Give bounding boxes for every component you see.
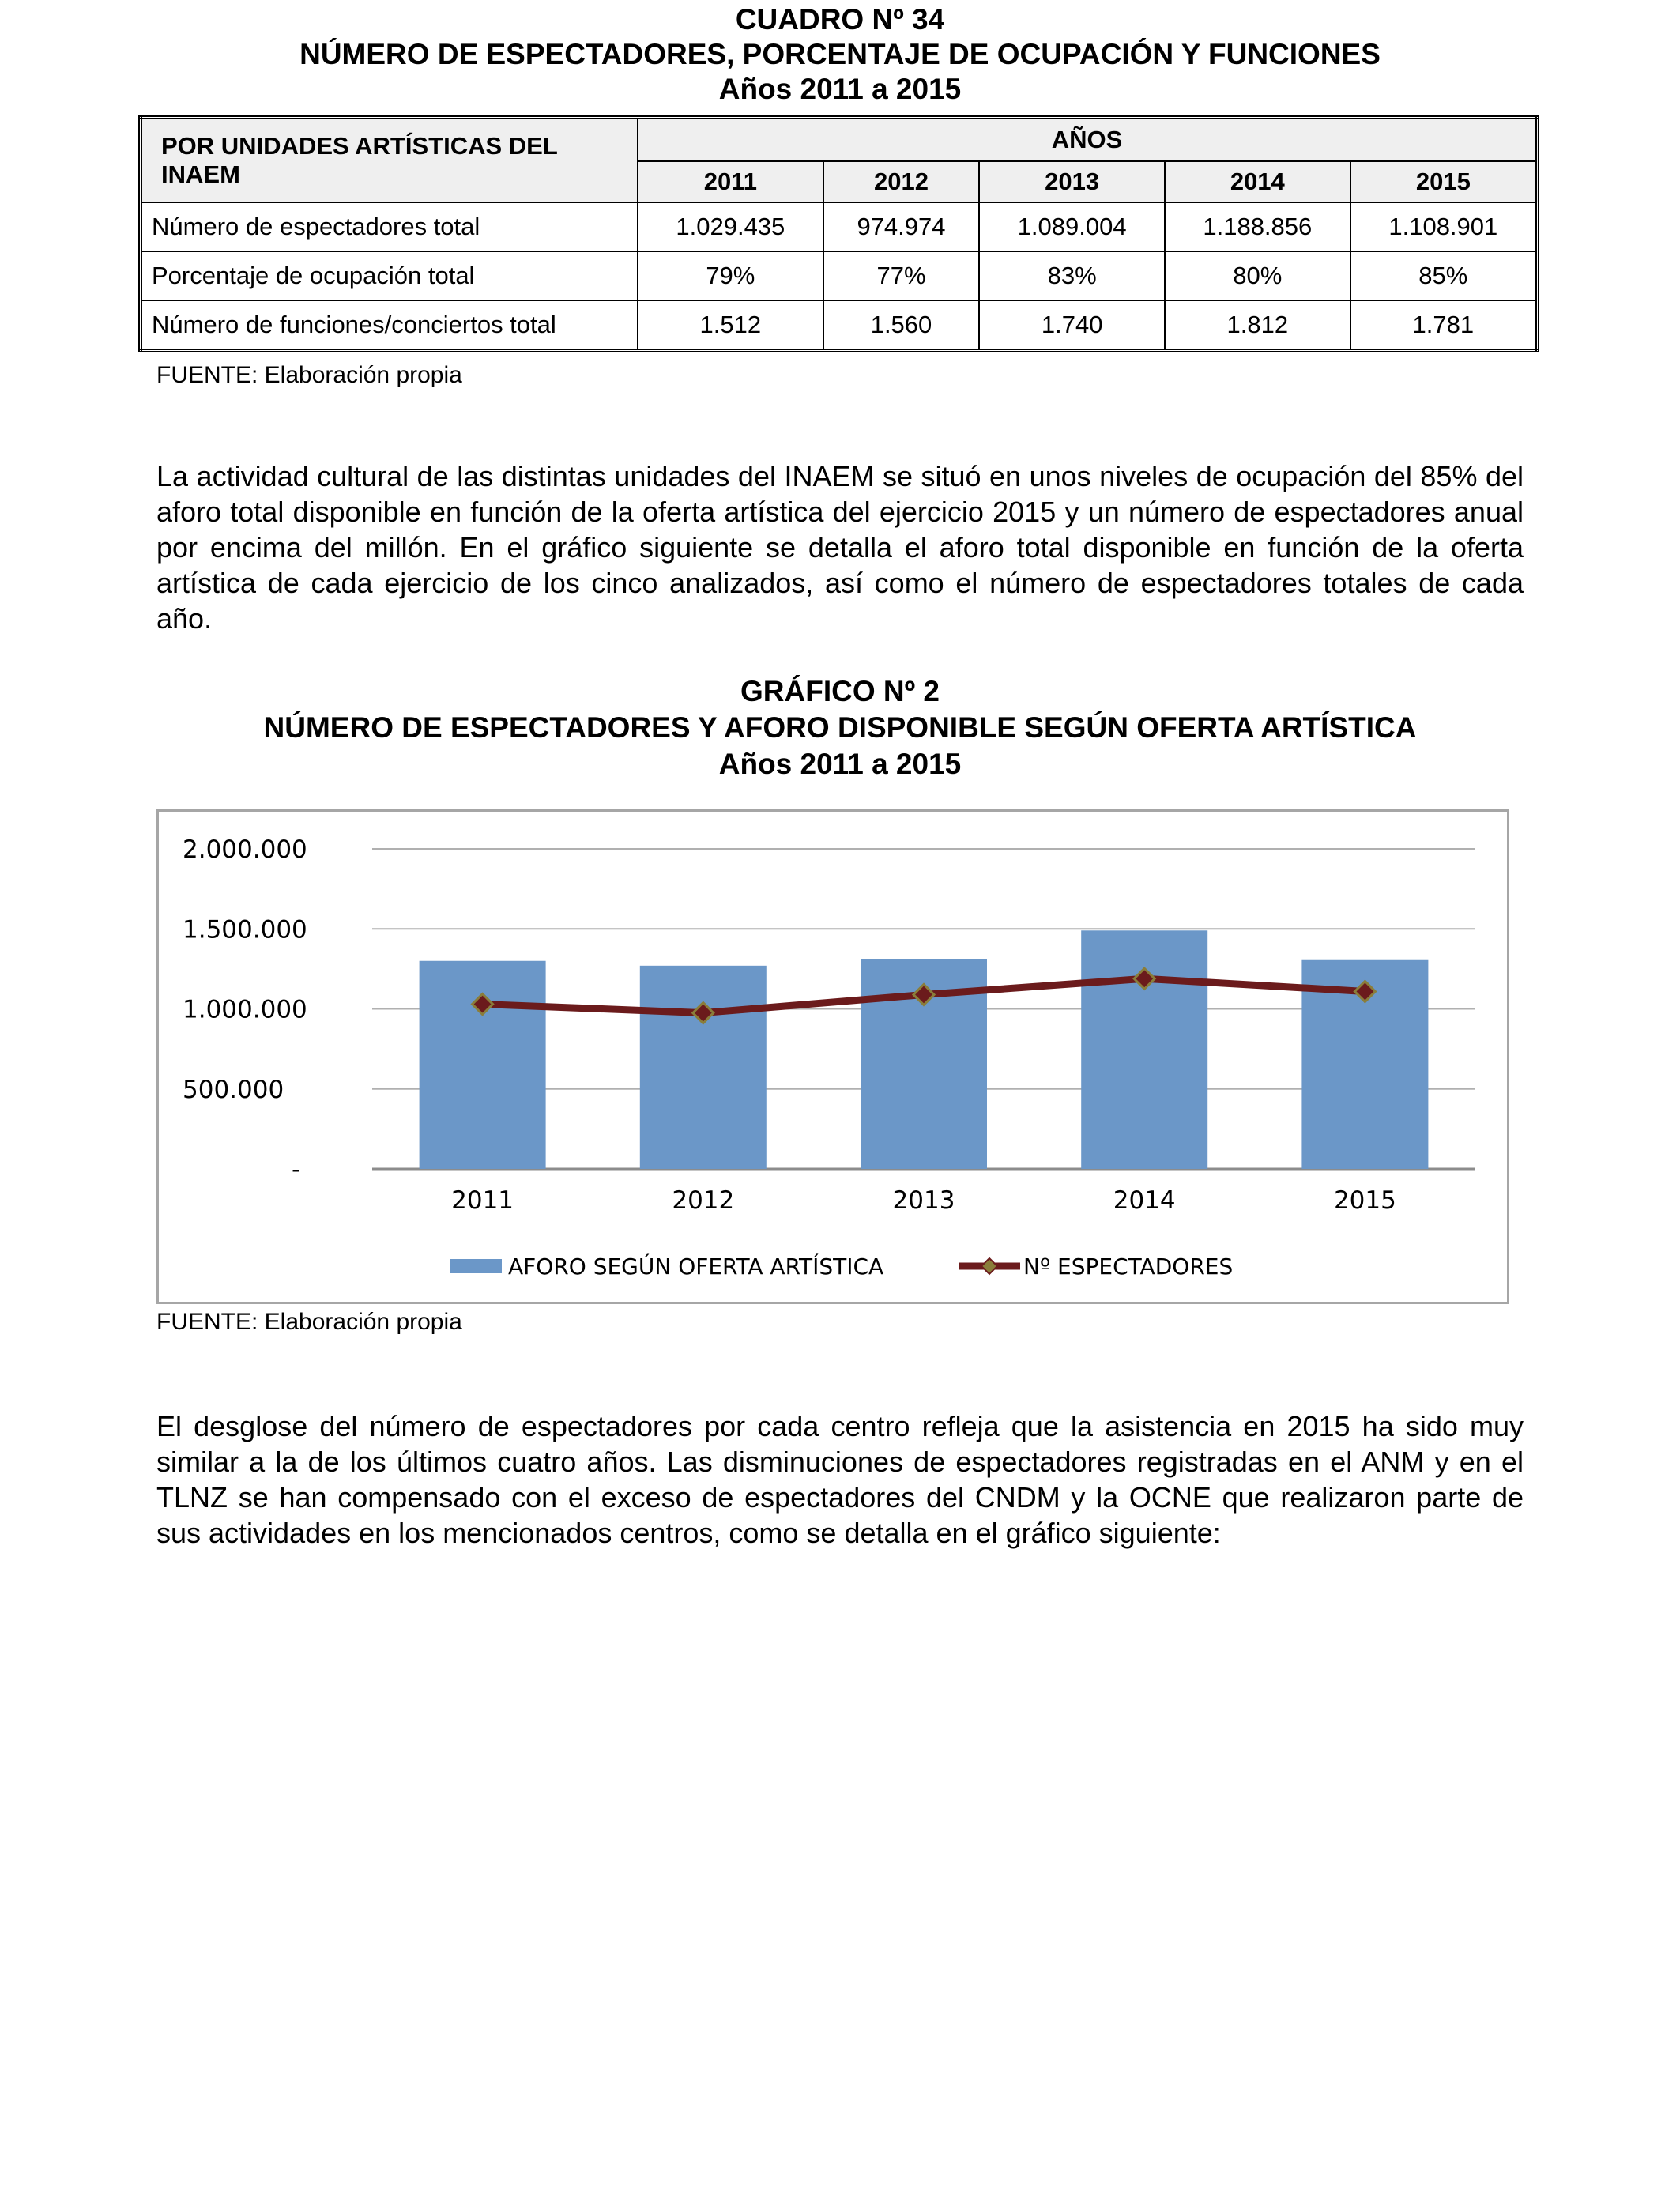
cell-value: 1.812 — [1165, 300, 1350, 351]
table-row — [141, 251, 1538, 300]
table-row — [141, 300, 1538, 351]
body-paragraph-2: El desglose del número de espectadores por cada centro refleja que la asistencia en 2015 ha sido muy similar a la de los últimos cuatro años. Las disminuciones de espectadores registradas en el ANM y en el TLNZ se han compensado con el exceso de espectadores del CNDM y la OCNE que realizaron parte de sus actividades en los mencionados centros, como se detalla en el gráfico siguiente: — [156, 1410, 1524, 1549]
table-caption-title: NÚMERO DE ESPECTADORES, PORCENTAJE DE OCUPACIÓN Y FUNCIONES — [299, 38, 1381, 70]
y-tick-label: 500.000 — [183, 1075, 284, 1104]
cell-value: 1.029.435 — [638, 202, 823, 251]
cell-value: 1.108.901 — [1350, 202, 1538, 251]
body-paragraph: La actividad cultural de las distintas unidades del INAEM se situó en unos niveles de ocupación del 85% del aforo total disponible en función de la oferta artística del ejercicio 2015 y un número de espectadores anual por encima del millón. En el gráfico siguiente se detalla el aforo total disponible en función de la oferta artística de cada ejercicio de los cinco analizados, así como el número de espectadores totales de cada año. — [156, 460, 1524, 635]
x-tick-label: 2015 — [1333, 1186, 1396, 1215]
year-header: 2012 — [823, 161, 980, 202]
cell-value: 1.781 — [1350, 300, 1538, 351]
chart-caption-title: NÚMERO DE ESPECTADORES Y AFORO DISPONIBLE SEGÚN OFERTA ARTÍSTICA — [263, 711, 1417, 744]
chart-caption-number: GRÁFICO Nº 2 — [740, 675, 940, 707]
legend-swatch-marker — [981, 1258, 997, 1274]
table-caption-number: CUADRO Nº 34 — [735, 3, 945, 36]
cell-value: 80% — [1165, 251, 1350, 300]
chart-canvas — [159, 812, 1507, 1302]
cell-value: 1.089.004 — [979, 202, 1165, 251]
table-header-row — [141, 118, 1538, 162]
cell-value: 79% — [638, 251, 823, 300]
cell-value: 974.974 — [823, 202, 980, 251]
chart-caption-years: Años 2011 a 2015 — [718, 748, 962, 780]
y-tick-label: 2.000.000 — [183, 835, 307, 864]
cell-value: 1.512 — [638, 300, 823, 351]
row-label: Número de espectadores total — [141, 202, 638, 251]
table-row — [141, 202, 1538, 251]
table-caption-years: Años 2011 a 2015 — [718, 73, 962, 105]
cell-value: 1.560 — [823, 300, 980, 351]
legend-label-bar: AFORO SEGÚN OFERTA ARTÍSTICA — [508, 1253, 884, 1280]
row-label: Número de funciones/conciertos total — [141, 300, 638, 351]
year-header: 2015 — [1350, 161, 1538, 202]
x-tick-label: 2013 — [892, 1186, 955, 1215]
cell-value: 83% — [979, 251, 1165, 300]
y-tick-label: 1.000.000 — [183, 995, 307, 1024]
year-header: 2014 — [1165, 161, 1350, 202]
row-header-cell: POR UNIDADES ARTÍSTICAS DEL INAEM — [141, 118, 638, 203]
year-header: 2011 — [638, 161, 823, 202]
combo-chart — [156, 809, 1509, 1304]
cell-value: 85% — [1350, 251, 1538, 300]
table-source-note: FUENTE: Elaboración propia — [156, 362, 462, 388]
bar-aforo — [640, 966, 767, 1169]
cell-value: 1.740 — [979, 300, 1165, 351]
x-tick-label: 2011 — [451, 1186, 514, 1215]
row-label: Porcentaje de ocupación total — [141, 251, 638, 300]
cell-value: 77% — [823, 251, 980, 300]
years-group-header: AÑOS — [638, 118, 1538, 162]
year-header: 2013 — [979, 161, 1165, 202]
chart-source-note: FUENTE: Elaboración propia — [156, 1309, 462, 1335]
bar-aforo — [420, 961, 546, 1169]
y-tick-label: 1.500.000 — [183, 915, 307, 944]
x-tick-label: 2012 — [672, 1186, 735, 1215]
cell-value: 1.188.856 — [1165, 202, 1350, 251]
data-table — [138, 115, 1539, 352]
legend-label-line: Nº ESPECTADORES — [1023, 1253, 1234, 1280]
y-tick-label: - — [292, 1155, 301, 1184]
legend-swatch-bar — [450, 1259, 502, 1273]
bar-aforo — [1081, 930, 1207, 1169]
x-tick-label: 2014 — [1113, 1186, 1176, 1215]
